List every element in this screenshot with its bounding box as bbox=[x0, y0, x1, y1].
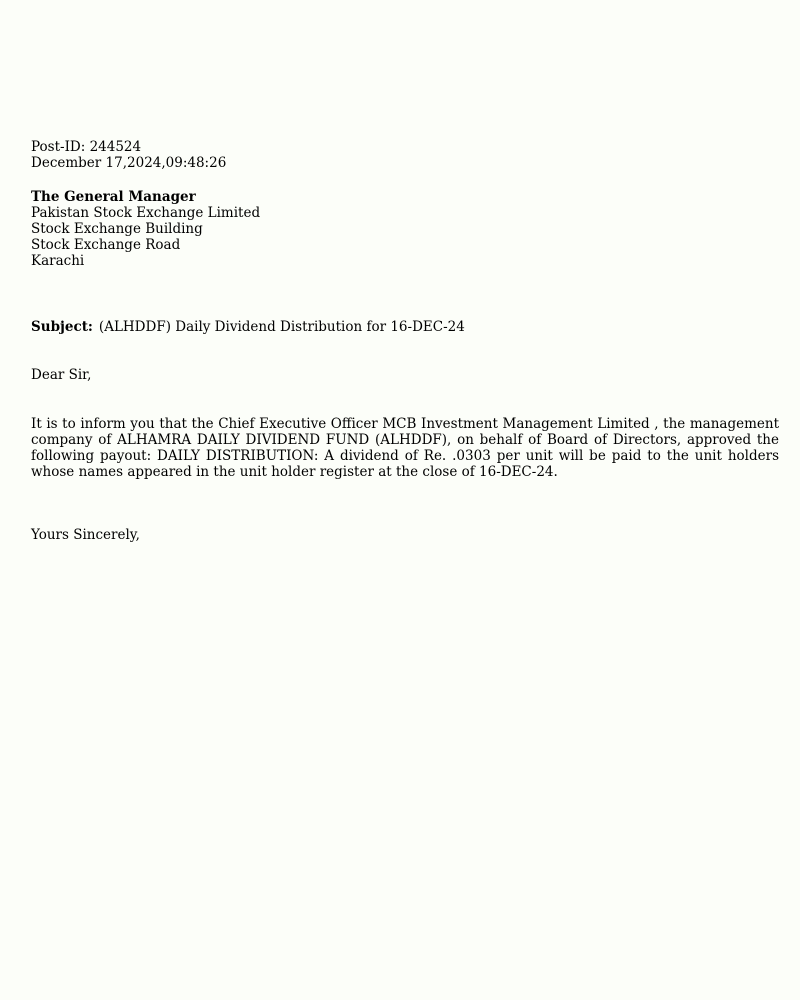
salutation: Dear Sir, bbox=[31, 367, 92, 383]
recipient-title: The General Manager bbox=[31, 189, 196, 205]
recipient-line-city: Karachi bbox=[31, 253, 85, 269]
post-id: Post-ID: 244524 bbox=[31, 139, 142, 155]
closing: Yours Sincerely, bbox=[31, 527, 140, 543]
subject-label: Subject: bbox=[31, 319, 93, 335]
letter-meta bbox=[31, 0, 779, 171]
subject-text: (ALHDDF) Daily Dividend Distribution for 16-DEC-24 bbox=[98, 319, 465, 335]
subject-line bbox=[31, 319, 779, 335]
recipient-line-building: Stock Exchange Building bbox=[31, 221, 203, 237]
letter-datetime: December 17,2024,09:48:26 bbox=[31, 155, 227, 171]
recipient-address bbox=[31, 189, 779, 269]
letter-body: It is to inform you that the Chief Executive Officer MCB Investment Management Limited , the management company of ALHAMRA DAILY DIVIDEND FUND (ALHDDF), on behalf of Board of Directors, approved the following payout: DAILY DISTRIBUTION: A dividend of Re. .0303 per unit will be paid to the unit holders whose names appeared in the unit holder register at the close of 16-DEC-24. bbox=[31, 416, 779, 480]
recipient-line-street: Stock Exchange Road bbox=[31, 237, 181, 253]
recipient-line-company: Pakistan Stock Exchange Limited bbox=[31, 205, 261, 221]
